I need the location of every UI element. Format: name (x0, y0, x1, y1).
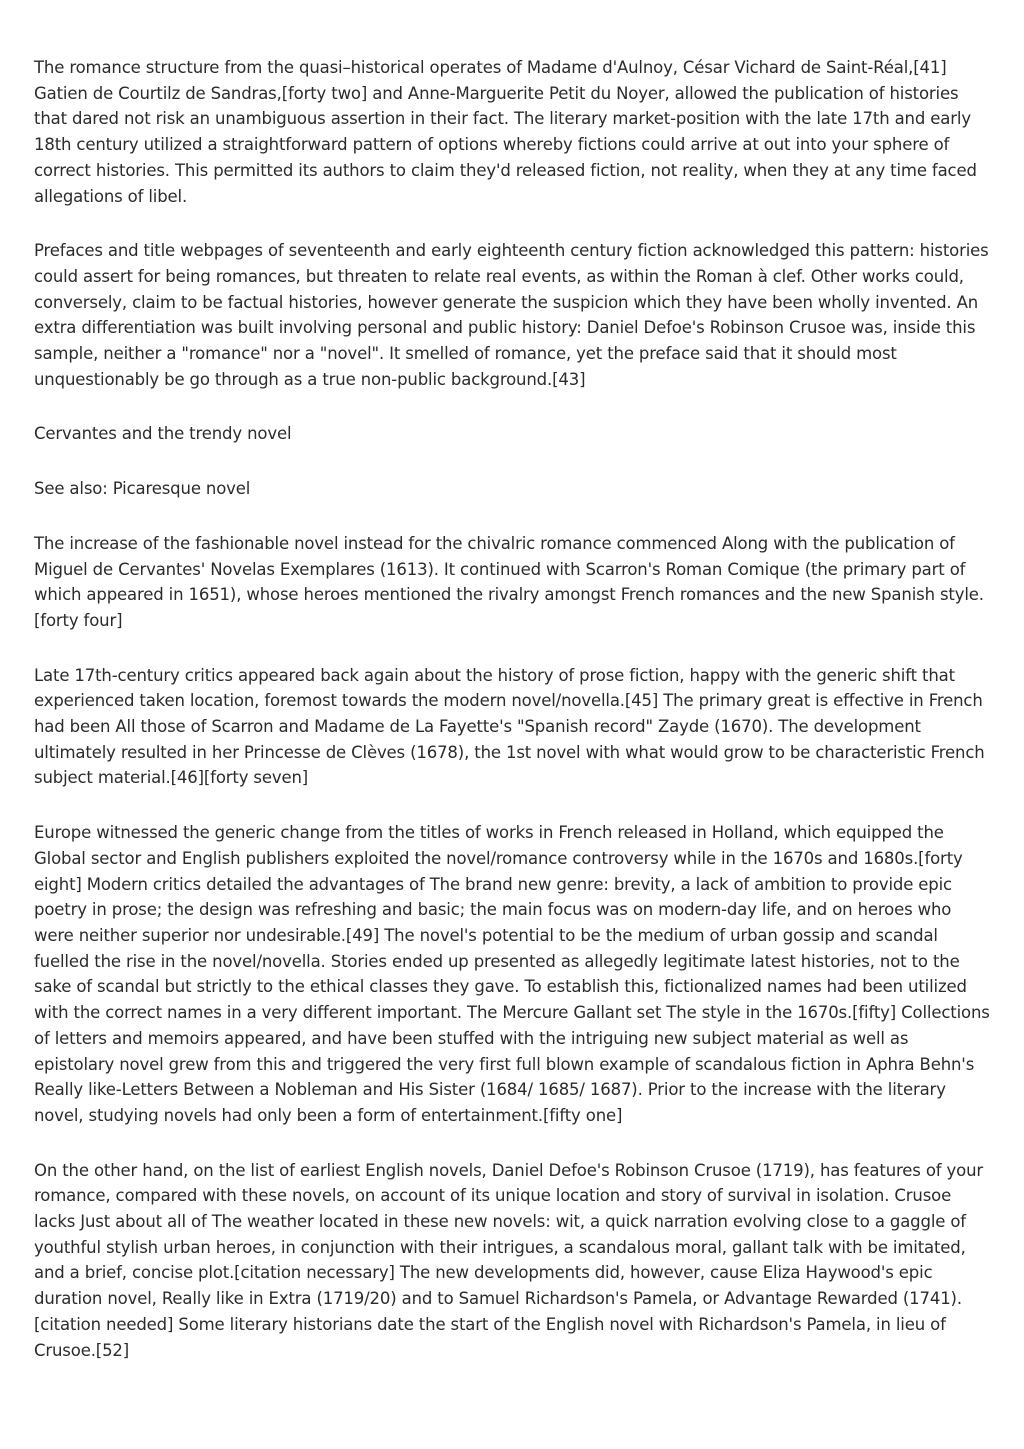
see-also-note: See also: Picaresque novel (34, 479, 251, 499)
document-body (34, 55, 992, 1392)
paragraph-robinson-crusoe: On the other hand, on the list of earliest English novels, Daniel Defoe's Robinson Crusoe (1719), has features of your romance, compared with these novels, on account of its unique location and story of survival in isolation. Crusoe lacks Just about all of The weather located in these new novels: wit, a quick narration evolving close to a gaggle of youthful stylish urban heroes, in conjunction with their intrigues, a scandalous moral, gallant talk with be imitated, and a brief, concise plot.[citation necessary] The new developments did, however, cause Eliza Haywood's epic duration novel, Really like in Extra (1719/20) and to Samuel Richardson's Pamela, or Advantage Rewarded (1741).[citation needed] Some literary historians date the start of the English novel with Richardson's Pamela, in lieu of Crusoe.[52] (34, 1160, 984, 1360)
paragraph-prefaces: Prefaces and title webpages of seventeenth and early eighteenth century fiction acknowledged this pattern: histories could assert for being romances, but threaten to relate real events, as within the Roman à clef. Other works could, conversely, claim to be factual histories, however generate the suspicion which they have been wholly invented. An extra differentiation was built involving personal and public history: Daniel Defoe's Robinson Crusoe was, inside this sample, neither a "romance" nor a "novel". It smelled of romance, yet the preface said that it should most unquestionably be go through as a true non-public background.[43] (34, 241, 989, 389)
section-heading: Cervantes and the trendy novel (34, 424, 292, 444)
paragraph-late-17th-critics: Late 17th-century critics appeared back again about the history of prose fiction, happy with the generic shift that experienced taken location, foremost towards the modern novel/novella.[45] The primary great is effective in French had been All those of Scarron and Madame de La Fayette's "Spanish record" Zayde (1670). The development ultimately resulted in her Princesse de Clèves (1678), the 1st novel with what would grow to be characteristic French subject material.[46][forty seven] (34, 665, 985, 788)
paragraph-romance-structure: The romance structure from the quasi–historical operates of Madame d'Aulnoy, César Vichard de Saint-Réal,[41] Gatien de Courtilz de Sandras,[forty two] and Anne-Marguerite Petit du Noyer, allowed the publication of histories that dared not risk an unambiguous assertion in their fact. The literary market-position with the late 17th and early 18th century utilized a straightforward pattern of options whereby fictions could arrive at out into your sphere of correct histories. This permitted its authors to claim they'd released fiction, not reality, when they at any time faced allegations of libel. (34, 58, 977, 206)
paragraph-europe: Europe witnessed the generic change from the titles of works in French released in Holland, which equipped the Global sector and English publishers exploited the novel/romance controversy while in the 1670s and 1680s.[forty eight] Modern critics detailed the advantages of The brand new genre: brevity, a lack of ambition to provide epic poetry in prose; the design was refreshing and basic; the main focus was on modern-day life, and on heroes who were neither superior nor undesirable.[49] The novel's potential to be the medium of urban gossip and scandal fuelled the rise in the novel/novella. Stories ended up presented as allegedly legitimate latest histories, not to the sake of scandal but strictly to the ethical classes they gave. To establish this, fictionalized names had been utilized with the correct names in a very different important. The Mercure Gallant set The style in the 1670s.[fifty] Collections of letters and memoirs appeared, and have been stuffed with the intriguing new subject material as well as epistolary novel grew from this and triggered the very first full blown example of scandalous fiction in Aphra Behn's Really like-Letters Between a Nobleman and His Sister (1684/ 1685/ 1687). Prior to the increase with the literary novel, studying novels had only been a form of entertainment.[fifty one] (34, 823, 990, 1125)
paragraph-cervantes: The increase of the fashionable novel instead for the chivalric romance commenced Along with the publication of Miguel de Cervantes' Novelas Exemplares (1613). It continued with Scarron's Roman Comique (the primary part of which appeared in 1651), whose heroes mentioned the rivalry amongst French romances and the new Spanish style.[forty four] (34, 533, 984, 630)
